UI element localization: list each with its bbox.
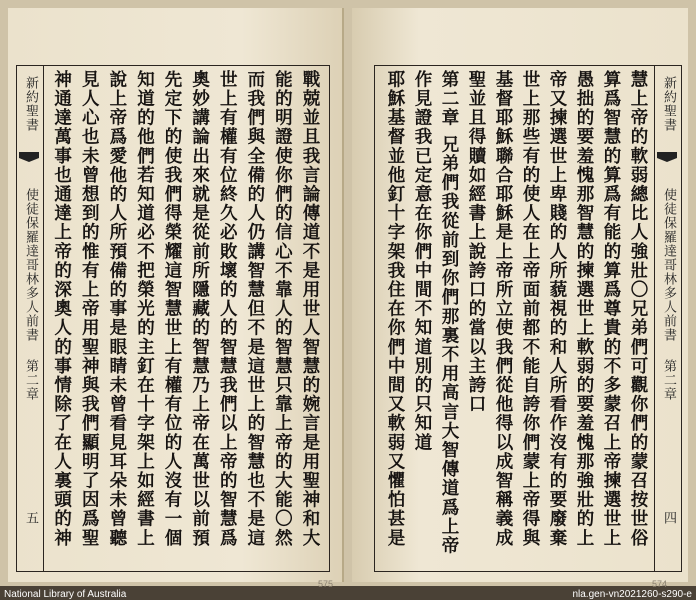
text-column: 先定下的使我們得榮耀這智慧世上有權有位的人沒有一個: [162, 70, 183, 548]
left-text-columns: [47, 66, 323, 571]
text-column: 世上有權有位終久必敗壞的人的智慧我們以上帝的智慧爲: [217, 70, 238, 548]
text-column: 帝又揀選世上卑賤的人所藐視的和人所看作沒有的要廢棄: [547, 70, 567, 548]
text-column: 知道的他們若知道必不把榮光的主釘在十字架上如經書上: [134, 70, 155, 548]
chevron-mark-icon: [657, 152, 677, 162]
text-column: 愚拙的要羞愧那智慧的揀選世上軟弱的要羞愧那強壯的上: [574, 70, 594, 548]
source-credit: National Library of Australia: [4, 589, 127, 600]
pencil-page-note: 575: [318, 579, 334, 589]
right-header-book: 使徒保羅達哥林多人前書: [661, 188, 676, 342]
left-page-header: [17, 66, 44, 571]
left-header-chapter: 第二章: [23, 359, 38, 401]
text-column: 第二章 兄弟們我從前到你們那裏不用高言大智傳道爲上帝: [439, 70, 459, 556]
right-header-chapter: 第二章: [661, 359, 676, 401]
right-page-header: [654, 66, 681, 571]
image-identifier: nla.gen-vn2021260-s290-e: [572, 589, 692, 600]
text-column: 見人心也未曾想到的惟有上帝用聖神與我們顯明了因爲聖: [79, 70, 100, 548]
left-page-number: 五: [23, 511, 38, 525]
text-column: 聖並且得贖如經書上說誇口的當以主誇口: [466, 70, 486, 414]
right-page-number: 四: [661, 511, 676, 525]
text-column: 奧妙講論出來就是從前所隱藏的智慧乃上帝在萬世以前預: [189, 70, 210, 548]
right-text-columns: [381, 66, 651, 571]
text-column: 算爲智慧的算爲有能的算爲尊貴的不多蒙召上帝揀選世上: [601, 70, 621, 548]
text-column: 戰兢並且我言論傳道不是用世人智慧的婉言是用聖神和大: [300, 70, 320, 548]
text-column: 慧上帝的軟弱總比人強壯〇兄弟們可觀你們的蒙召按世俗: [628, 70, 648, 548]
text-column: 基督耶穌聯合耶穌是上帝所立使我們從他得以成智稱義成: [493, 70, 513, 548]
left-header-book: 使徒保羅達哥林多人前書: [23, 188, 38, 342]
right-header-title: 新約聖書: [661, 76, 676, 132]
pencil-page-note: 574: [652, 579, 668, 589]
text-column: 作見證我已定意在你們中間不知道別的只知道: [412, 70, 432, 452]
left-page: [8, 8, 344, 589]
text-column: 而我們與全備的人仍講智慧但不是這世上的智慧也不是這: [244, 70, 265, 548]
text-column: 世上那些有的使人在上帝面前都不能自誇你們蒙上帝得與: [520, 70, 540, 548]
right-text-frame: [374, 65, 682, 572]
left-header-title: 新約聖書: [23, 76, 38, 132]
right-page: [352, 8, 688, 589]
chevron-mark-icon: [19, 152, 39, 162]
left-text-frame: [16, 65, 330, 572]
text-column: 神通達萬事也通達上帝的深奧人的事情除了在人裏頭的神: [51, 70, 72, 548]
text-column: 能的明證使你們的信心不靠人的智慧只靠上帝的大能〇然: [272, 70, 293, 548]
text-column: 耶穌基督並他釘十字架我住在你們中間又軟弱又懼怕甚是: [385, 70, 405, 548]
text-column: 說上帝爲愛他的人所預備的事是眼睛未曾看見耳朵未曾聽: [106, 70, 127, 548]
